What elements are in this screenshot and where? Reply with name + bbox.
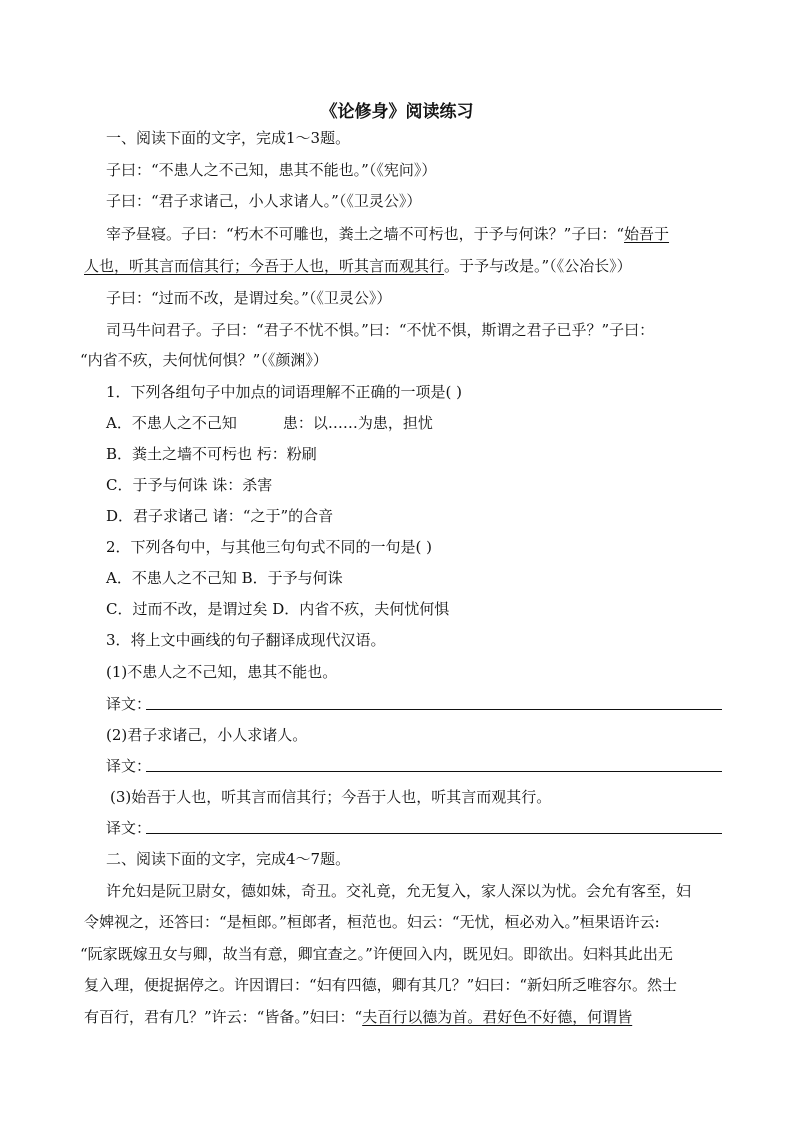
passage-paragraph-4: 子曰：“过而不改，是谓过矣。”（《卫灵公》） [106, 289, 392, 307]
passage-paragraph-3-line-2 [84, 256, 632, 276]
section-2-heading: 二、阅读下面的文字，完成4～7题。 [106, 850, 351, 868]
passage-2-line-2: 令婢视之，还答曰：“是桓郎。”桓郎者，桓范也。妇云：“无忧，桓必劝入。”桓果语许云: [84, 913, 660, 931]
passage-paragraph-5-line-1: 司马牛问君子。子曰：“君子不忧不惧。”曰：“不忧不惧，斯谓之君子已乎？”子曰： [106, 321, 655, 339]
question-3-sentence-2: (2)君子求诸己，小人求诸人。 [106, 726, 308, 744]
question-3-sentence-1: (1)不患人之不己知，患其不能也。 [106, 663, 338, 681]
passage-text: 。于予与改是。”（《公冶长》） [444, 257, 632, 275]
passage-paragraph-2: 子曰：“君子求诸己，小人求诸人。”（《卫灵公》） [106, 192, 422, 210]
section-1-heading: 一、阅读下面的文字，完成1～3题。 [106, 129, 351, 147]
translation-answer-line-1[interactable] [146, 709, 722, 710]
question-2-options-ab: A．不患人之不己知 B．于予与何诛 [106, 569, 343, 587]
question-3-stem: 3．将上文中画线的句子翻译成现代汉语。 [106, 631, 386, 649]
passage-2-line-4: 复入理，便捉据停之。许因谓曰：“妇有四德，卿有其几？”妇曰：“新妇所乏唯容尔。然士 [84, 976, 678, 994]
option-a-text: A．不患人之不己知 [106, 414, 237, 432]
underlined-sentence-part-2: 人也，听其言而信其行；今吾于人也，听其言而观其行 [84, 257, 445, 275]
page-title: 《论修身》阅读练习 [320, 102, 474, 122]
translation-label-3: 译文： [106, 819, 152, 837]
question-1-option-a [106, 413, 433, 433]
passage-paragraph-3-line-1 [106, 224, 669, 244]
question-1-stem: 1．下列各组句子中加点的词语理解不正确的一项是( ) [106, 383, 463, 401]
passage-2-line-1: 许允妇是阮卫尉女，德如妹，奇丑。交礼竟，允无复入，家人深以为忧。会允有客至，妇 [106, 882, 692, 900]
question-2-stem: 2．下列各句中，与其他三句句式不同的一句是( ) [106, 538, 433, 556]
question-2-options-cd: C．过而不改，是谓过矣 D．内省不疚，夫何忧何惧 [106, 600, 450, 618]
passage-text: 有百行，君有几？”许云：“皆备。”妇曰：“ [84, 1008, 363, 1026]
question-3-sentence-3: (3)始吾于人也，听其言而信其行；今吾于人也，听其言而观其行。 [110, 788, 552, 806]
translation-label-1: 译文： [106, 695, 152, 713]
underlined-sentence-part-1: 始吾于 [624, 225, 670, 243]
passage-paragraph-1: 子曰：“不患人之不己知，患其不能也。”（《宪问》） [106, 161, 437, 179]
option-a-note: 患：以……为患，担忧 [282, 414, 433, 432]
question-1-option-b: B．粪土之墙不可杇也 杇：粉刷 [106, 445, 317, 463]
underlined-sentence: 夫百行以德为首。君好色不好德，何谓皆 [362, 1008, 633, 1026]
passage-2-line-3: “阮家既嫁丑女与卿，故当有意，卿宜查之。”许便回入内，既见妇。即欲出。妇料其此出无 [80, 945, 673, 963]
question-1-option-c: C．于予与何诛 诛：杀害 [106, 476, 273, 494]
passage-text: 宰予昼寝。子曰：“朽木不可雕也，粪土之墙不可杇也，于予与何诛？”子曰：“ [106, 225, 625, 243]
passage-paragraph-5-line-2: “内省不疚，夫何忧何惧？”（《颜渊》） [80, 351, 328, 369]
question-1-option-d: D．君子求诸己 诸：“之于”的合音 [106, 507, 334, 525]
passage-2-line-5 [84, 1007, 632, 1027]
translation-answer-line-3[interactable] [146, 833, 722, 834]
translation-answer-line-2[interactable] [146, 771, 722, 772]
translation-label-2: 译文： [106, 757, 152, 775]
